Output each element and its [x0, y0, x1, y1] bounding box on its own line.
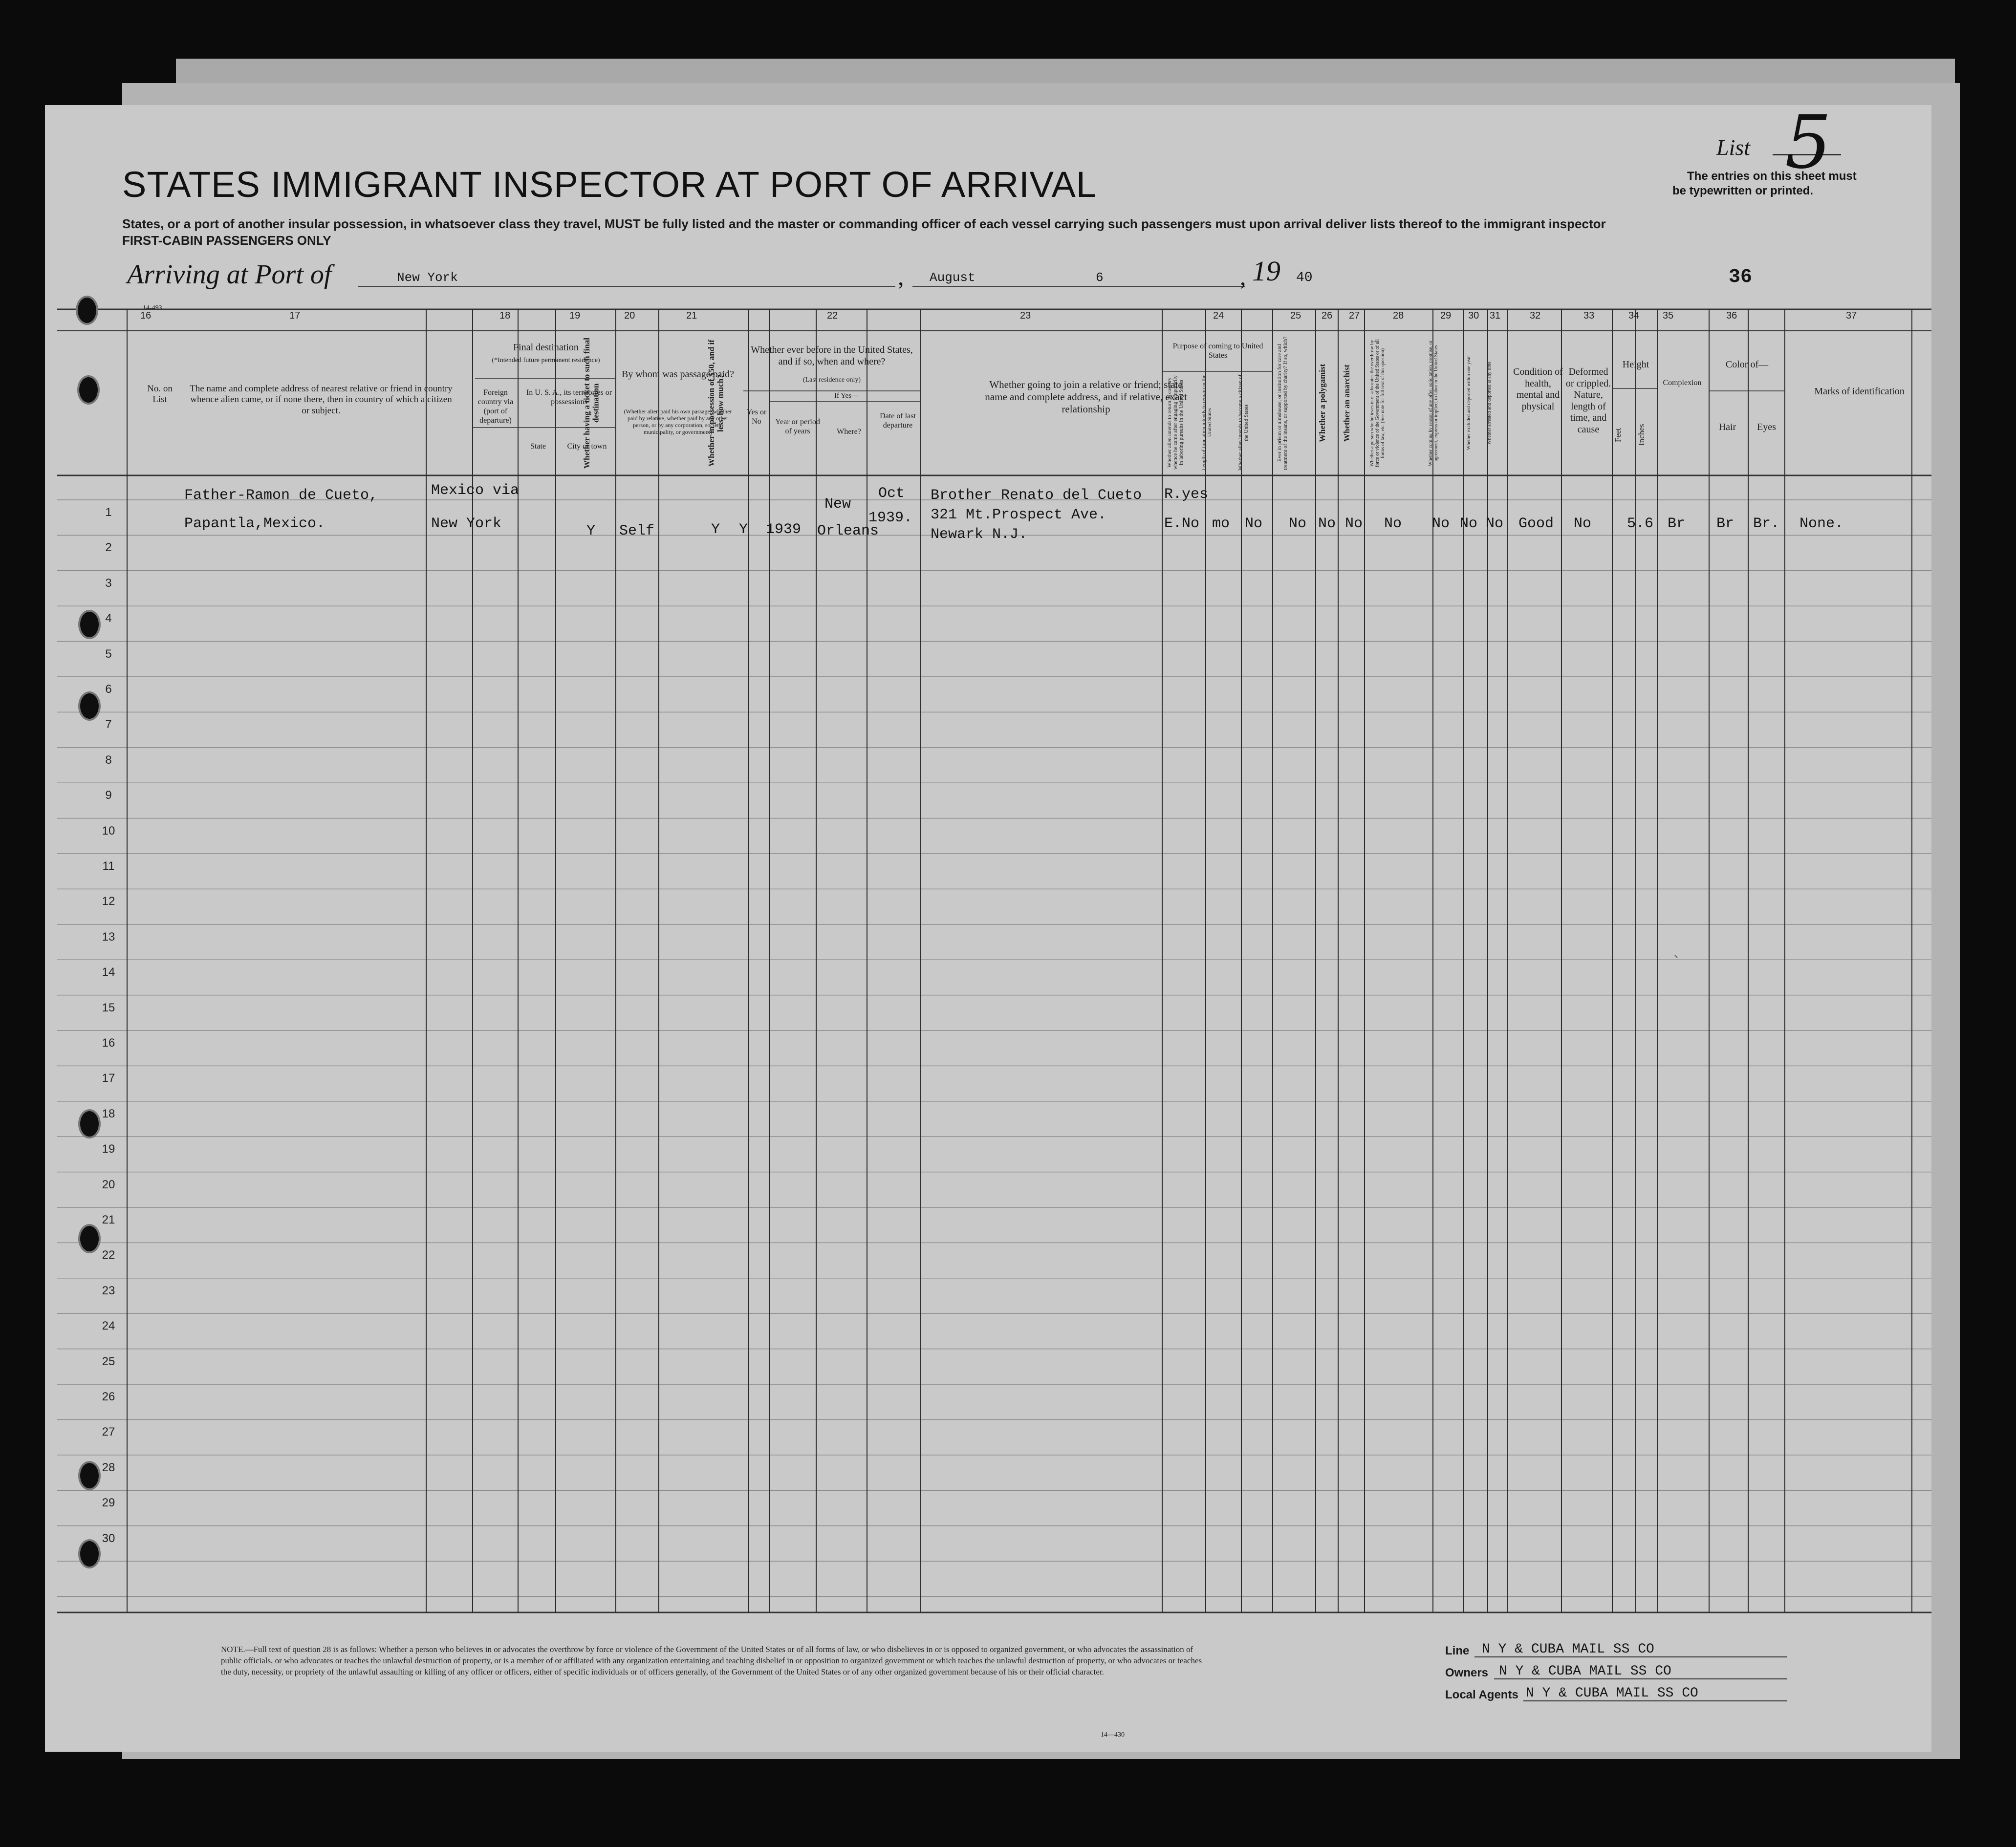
relative-line-1: Father-Ramon de Cueto, — [184, 487, 378, 504]
row-number: 26 — [102, 1390, 115, 1403]
purpose-line-2: E.No — [1164, 515, 1200, 532]
header-hair: Hair — [1718, 422, 1736, 432]
row-number: 13 — [102, 930, 115, 944]
header-color-of: Color of— — [1725, 359, 1769, 370]
agents-value: N Y & CUBA MAIL SS CO — [1526, 1686, 1698, 1701]
foreign-via-line-2: New York — [431, 515, 502, 532]
row-number: 9 — [105, 789, 112, 802]
punch-hole — [78, 1224, 101, 1253]
comma-2: , — [1240, 263, 1246, 290]
entries-note-2: be typewritten or printed. — [1672, 184, 1814, 197]
header-if-yes: If Yes— — [834, 392, 859, 400]
row-number: 27 — [102, 1425, 115, 1439]
row-number: 14 — [102, 966, 115, 979]
row-number: 17 — [102, 1072, 115, 1085]
row-number: 29 — [102, 1496, 115, 1510]
punch-hole — [78, 610, 101, 639]
row-number: 28 — [102, 1460, 115, 1474]
col-num: 22 — [827, 310, 838, 321]
header-where: Where? — [837, 428, 861, 436]
col-num: 27 — [1349, 310, 1360, 321]
col-num: 21 — [686, 310, 697, 321]
year-prefix: 19 — [1252, 255, 1280, 287]
row-number: 8 — [105, 753, 112, 767]
paid-by-value: Self — [619, 523, 655, 539]
header-health: Condition of health, mental and physical — [1513, 366, 1563, 412]
fifty-dollars-value: Y — [711, 521, 720, 538]
col-num: 23 — [1020, 310, 1031, 321]
complexion-value: Br — [1668, 515, 1686, 532]
list-number: 5 — [1785, 100, 1832, 185]
col-num: 30 — [1468, 310, 1479, 321]
header-passage-paid-sub: (Whether alien paid his own passage, whether paid by relative, whether paid by any other person, or by any corporation, society, municipality, or government) — [624, 408, 732, 436]
header-return-intent: Whether alien intends to return to country whence he came after engaging temporarily in laboring pursuits in the United States — [1167, 375, 1185, 470]
form-title: STATES IMMIGRANT INSPECTOR AT PORT OF ARRIVAL — [122, 164, 1097, 205]
row-number: 24 — [102, 1319, 115, 1333]
line-label: Line — [1445, 1644, 1470, 1657]
row-number: 16 — [102, 1036, 115, 1050]
col-num: 18 — [499, 310, 511, 321]
header-marks: Marks of identification — [1814, 386, 1905, 397]
col-num: 26 — [1322, 310, 1333, 321]
q29-value: No — [1432, 515, 1450, 532]
class-line: FIRST-CABIN PASSENGERS ONLY — [122, 233, 331, 248]
departure-line-1: Oct — [878, 485, 905, 502]
anarchist-value: No — [1345, 515, 1363, 532]
health-value: Good — [1518, 515, 1554, 532]
arriving-label: Arriving at Port of — [127, 259, 332, 290]
form-code: 14-493 — [143, 304, 162, 312]
punch-hole — [76, 296, 98, 325]
row-number: 20 — [102, 1178, 115, 1191]
owners-value: N Y & CUBA MAIL SS CO — [1499, 1664, 1671, 1679]
header-anarchist: Whether an anarchist — [1342, 364, 1351, 442]
row-number: 10 — [102, 824, 115, 838]
header-complexion: Complexion — [1663, 379, 1702, 387]
header-yes-no: Yes or No — [746, 408, 767, 426]
entries-note-1: The entries on this sheet must — [1687, 170, 1857, 183]
header-prison: Ever in prison or almshouse, or institution for care and treatment of the insane, or supported by charity? If so, which? — [1277, 336, 1289, 470]
where-line-1: New — [824, 496, 851, 513]
departure-line-2: 1939. — [868, 510, 913, 526]
month-value: August — [930, 270, 975, 285]
header-citizen-intent: Whether alien intends to become a citizen of the United States — [1237, 374, 1250, 471]
purpose-line-1: R.yes — [1164, 486, 1209, 503]
hair-value: Br — [1716, 515, 1734, 532]
header-q30: Whether excluded and deported within one year — [1466, 356, 1472, 451]
list-label: List — [1716, 135, 1751, 160]
header-city: City or town — [567, 442, 607, 451]
header-q31: Whether arrested and deported at any time — [1487, 362, 1492, 445]
header-year: Year or period of years — [775, 418, 820, 435]
punch-hole — [78, 1109, 101, 1138]
row-number: 4 — [105, 612, 112, 625]
header-deformed: Deformed or crippled. Nature, length of time, and cause — [1565, 366, 1611, 435]
punch-hole — [78, 691, 101, 721]
relative-line-2: Papantla,Mexico. — [184, 515, 325, 532]
comma-1: , — [898, 263, 904, 290]
table-grid — [45, 105, 1931, 1752]
row-number: 19 — [102, 1142, 115, 1156]
header-in-usa: In U. S. A., its territories or possessions — [526, 388, 612, 406]
col-num: 19 — [569, 310, 581, 321]
row-number: 22 — [102, 1248, 115, 1262]
punch-hole — [78, 1539, 101, 1568]
ever-before-value: Y — [739, 521, 748, 538]
row-number: 1 — [105, 506, 112, 519]
header-foreign-country: Foreign country via (port of departure) — [477, 388, 514, 425]
q31-value: No — [1486, 515, 1504, 532]
q28-value: No — [1384, 515, 1402, 532]
header-feet: Feet — [1613, 428, 1623, 442]
col-num: 25 — [1290, 310, 1301, 321]
year-value: 1939 — [766, 521, 802, 538]
col-num: 20 — [624, 310, 635, 321]
header-last-residence: (Last residence only) — [802, 376, 861, 384]
row-number: 23 — [102, 1284, 115, 1297]
row-number: 2 — [105, 541, 112, 555]
col-num: 37 — [1846, 310, 1857, 321]
punch-hole — [78, 1461, 101, 1490]
row-number: 12 — [102, 895, 115, 908]
header-ticket: Whether having a ticket to such final destination — [582, 338, 601, 469]
join-line-3: Newark N.J. — [931, 526, 1028, 543]
manifest-sheet — [45, 100, 1931, 1752]
marks-value: None. — [1799, 515, 1844, 532]
row-number: 5 — [105, 647, 112, 661]
join-line-1: Brother Renato del Cueto — [931, 487, 1142, 504]
header-fifty-dollars: Whether in possession of $50, and if less, how much? — [707, 340, 725, 467]
question-28-note: NOTE.—Full text of question 28 is as follows: Whether a person who believes in or advocates the overthrow by force or violence of the Government of the United States or of all forms of law, or who disbelieves in or is opposed to organized government, or who advocates the assassination of public officials, or who advocates or teaches the unlawful destruction of property, or is a member of or affiliated with any organization entertaining and teaching disbelief in or opposition to organized government or which teaches the unlawful destruction of property, or who advocates or teaches the duty, necessity, or propriety of the unlawful assaulting or killing of any officer or officers, either of specific individuals or of officers generally, of the Government of the United States or of any other organized government because of his or their official character. — [221, 1645, 1202, 1676]
col-num: 17 — [289, 310, 301, 321]
col-num: 24 — [1213, 310, 1224, 321]
citizen-value: No — [1245, 515, 1263, 532]
q30-value: No — [1460, 515, 1478, 532]
col-num: 28 — [1393, 310, 1404, 321]
port-value: New York — [397, 270, 458, 285]
height-value: 5.6 — [1627, 515, 1654, 532]
polygamist-value: No — [1318, 515, 1336, 532]
agents-label: Local Agents — [1445, 1688, 1518, 1701]
header-inches: Inches — [1637, 424, 1646, 446]
header-q28: Whether a person who believes in or advocates the overthrow by force or violence of the Government of the United States or of all forms of law, etc. (See note for full text of this question) — [1369, 339, 1386, 467]
col-num: 36 — [1726, 310, 1737, 321]
row-number: 6 — [105, 683, 112, 696]
col-num: 32 — [1530, 310, 1541, 321]
header-length-stay: Length of time alien intends to remain in the United States — [1201, 374, 1213, 471]
join-line-2: 321 Mt.Prospect Ave. — [931, 507, 1107, 523]
sheet-number: 36 — [1729, 266, 1753, 288]
header-purpose: Purpose of coming to United States — [1172, 342, 1263, 360]
length-stay-value: mo — [1212, 515, 1230, 532]
col-num: 29 — [1440, 310, 1452, 321]
day-value: 6 — [1096, 270, 1104, 285]
header-final-destination: Final destination — [513, 342, 579, 353]
header-state: State — [530, 442, 546, 451]
row-number: 18 — [102, 1107, 115, 1120]
row-number: 25 — [102, 1354, 115, 1368]
foreign-via-line-1: Mexico via — [431, 482, 520, 499]
header-height: Height — [1622, 359, 1649, 370]
header-eyes: Eyes — [1757, 422, 1776, 432]
where-line-2: Orleans — [817, 523, 879, 539]
owners-label: Owners — [1445, 1666, 1489, 1679]
ticket-value: Y — [586, 523, 596, 539]
header-ever-before: Whether ever before in the United States, and if so, when and where? — [751, 344, 913, 367]
form-instructions: States, or a port of another insular possession, in whatsoever class they travel, MUST be fully listed and the master or commanding officer of each vessel carrying such passengers must upon arrival deliver lists thereof to the immigrant inspector — [122, 216, 1606, 231]
line-value: N Y & CUBA MAIL SS CO — [1482, 1642, 1654, 1657]
row-number: 7 — [105, 718, 112, 731]
row-number: 15 — [102, 1001, 115, 1014]
col-num: 35 — [1663, 310, 1674, 321]
row-number: 3 — [105, 576, 112, 590]
header-join-relative: Whether going to join a relative or friend; state name and complete address, and if relative, exact relationship — [985, 379, 1187, 415]
col-num: 33 — [1583, 310, 1595, 321]
header-no-on-list: No. on List — [147, 384, 173, 405]
col-num: 31 — [1490, 310, 1501, 321]
col-num: 16 — [140, 310, 152, 321]
eyes-value: Br. — [1753, 515, 1780, 532]
header-departure-date: Date of last departure — [880, 412, 916, 430]
header-polygamist: Whether a polygamist — [1318, 364, 1327, 443]
header-relative: The name and complete address of nearest relative or friend in country whence alien came, or if none there, then in country of which a citizen or subject. — [190, 384, 453, 416]
col-num: 34 — [1628, 310, 1640, 321]
header-q29: Whether coming by reason of any offer, solicitation, promise, or agreement, express or implied, to labor in the United States — [1428, 340, 1439, 466]
header-final-destination-sub: (*Intended future permanent residence) — [492, 357, 600, 364]
year-suffix: 40 — [1296, 270, 1313, 285]
row-number: 30 — [102, 1531, 115, 1545]
header-passage-paid: By whom was passage paid? — [622, 369, 734, 380]
punch-hole — [77, 375, 100, 405]
row-number: 21 — [102, 1213, 115, 1226]
footer-form-code: 14—430 — [1101, 1731, 1125, 1739]
prison-value: No — [1289, 515, 1307, 532]
deformed-value: No — [1574, 515, 1592, 532]
row-number: 11 — [102, 859, 115, 873]
